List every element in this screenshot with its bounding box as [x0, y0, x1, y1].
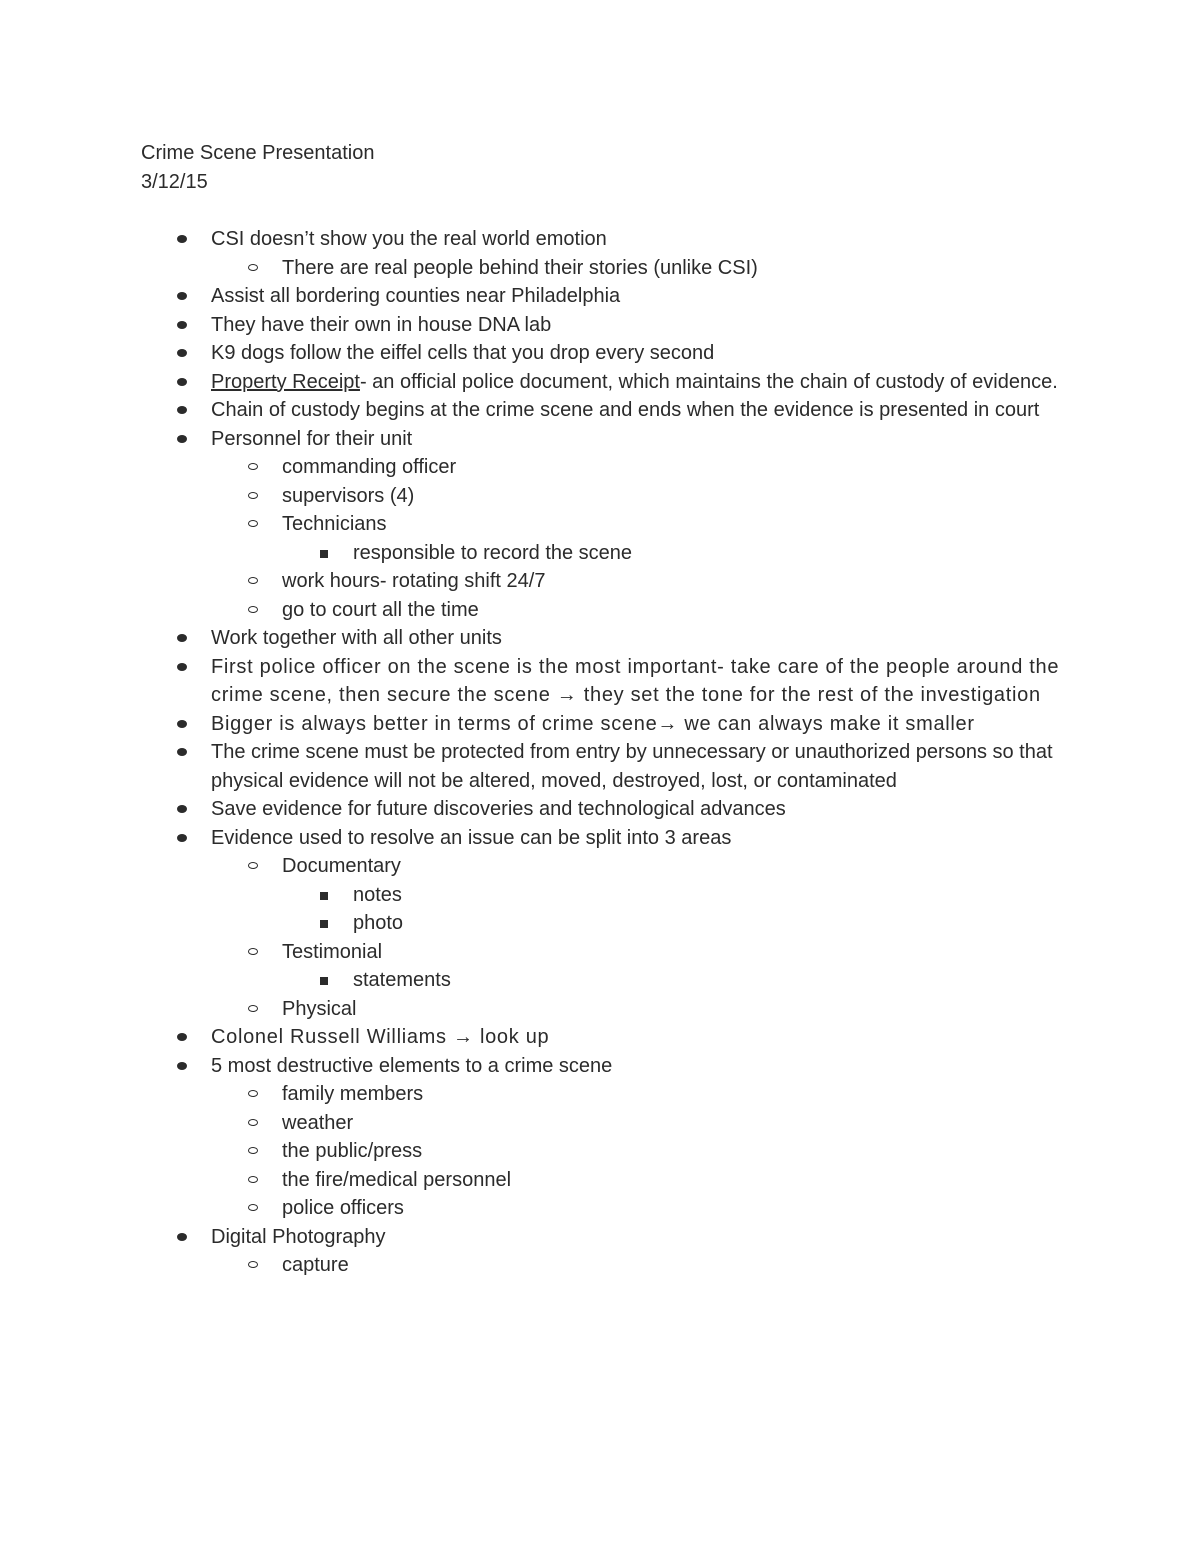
bullet-icon — [177, 1233, 187, 1241]
square-bullet-icon — [320, 550, 328, 558]
list-item: commanding officer — [141, 453, 1061, 482]
document-date: 3/12/15 — [141, 170, 208, 193]
list-item: photo — [141, 909, 1061, 938]
list-item: work hours- rotating shift 24/7 — [141, 567, 1061, 596]
list-item: Colonel Russell Williams → look up — [141, 1023, 1061, 1052]
document-title: Crime Scene Presentation — [141, 142, 375, 164]
bullet-icon — [177, 1033, 187, 1041]
list-item: The crime scene must be protected from entry by unnecessary or unauthorized persons so that physical evidence will not be altered, moved, destroyed, lost, or contaminated — [141, 738, 1061, 795]
list-item: Digital Photography — [141, 1223, 1061, 1252]
list-item: Bigger is always better in terms of crime scene→ we can always make it smaller — [141, 710, 1061, 739]
hollow-bullet-icon — [248, 1090, 258, 1097]
notes-list — [141, 225, 1061, 1280]
square-bullet-icon — [320, 920, 328, 928]
bullet-icon — [177, 321, 187, 329]
list-item: Technicians — [141, 510, 1061, 539]
square-bullet-icon — [320, 892, 328, 900]
hollow-bullet-icon — [248, 1147, 258, 1154]
list-item: the fire/medical personnel — [141, 1166, 1061, 1195]
bullet-icon — [177, 406, 187, 414]
hollow-bullet-icon — [248, 1119, 258, 1126]
list-item: They have their own in house DNA lab — [141, 311, 1061, 340]
list-item: go to court all the time — [141, 596, 1061, 625]
hollow-bullet-icon — [248, 520, 258, 527]
hollow-bullet-icon — [248, 862, 258, 869]
list-item: K9 dogs follow the eiffel cells that you drop every second — [141, 339, 1061, 368]
bullet-icon — [177, 748, 187, 756]
hollow-bullet-icon — [248, 577, 258, 584]
list-item: CSI doesn’t show you the real world emotion — [141, 225, 1061, 254]
hollow-bullet-icon — [248, 1176, 258, 1183]
bullet-icon — [177, 1062, 187, 1070]
hollow-bullet-icon — [248, 463, 258, 470]
list-item: Chain of custody begins at the crime scene and ends when the evidence is presented in court — [141, 396, 1061, 425]
hollow-bullet-icon — [248, 492, 258, 499]
bullet-icon — [177, 663, 187, 671]
list-item: weather — [141, 1109, 1061, 1138]
hollow-bullet-icon — [248, 1005, 258, 1012]
list-item: capture — [141, 1251, 1061, 1280]
list-item: Documentary — [141, 852, 1061, 881]
list-item: First police officer on the scene is the most important- take care of the people around the crime scene, then secure the scene → they set the tone for the rest of the investigation — [141, 653, 1061, 710]
hollow-bullet-icon — [248, 948, 258, 955]
bullet-icon — [177, 720, 187, 728]
bullet-icon — [177, 805, 187, 813]
list-item: Evidence used to resolve an issue can be split into 3 areas — [141, 824, 1061, 853]
list-item: 5 most destructive elements to a crime scene — [141, 1052, 1061, 1081]
bullet-icon — [177, 235, 187, 243]
bullet-icon — [177, 378, 187, 386]
list-item: Physical — [141, 995, 1061, 1024]
document-body — [141, 139, 1061, 1280]
list-item: responsible to record the scene — [141, 539, 1061, 568]
hollow-bullet-icon — [248, 606, 258, 613]
list-item: Testimonial — [141, 938, 1061, 967]
list-item: Property Receipt- an official police document, which maintains the chain of custody of evidence. — [141, 368, 1061, 397]
list-item: Assist all bordering counties near Philadelphia — [141, 282, 1061, 311]
bullet-icon — [177, 634, 187, 642]
list-item: notes — [141, 881, 1061, 910]
list-item: Work together with all other units — [141, 624, 1061, 653]
bullet-icon — [177, 292, 187, 300]
bullet-icon — [177, 834, 187, 842]
list-item: Save evidence for future discoveries and technological advances — [141, 795, 1061, 824]
list-item: statements — [141, 966, 1061, 995]
list-item: police officers — [141, 1194, 1061, 1223]
bullet-icon — [177, 435, 187, 443]
property-receipt-term: Property Receipt — [211, 370, 360, 393]
square-bullet-icon — [320, 977, 328, 985]
list-item: There are real people behind their stories (unlike CSI) — [141, 254, 1061, 283]
bullet-icon — [177, 349, 187, 357]
list-item: the public/press — [141, 1137, 1061, 1166]
hollow-bullet-icon — [248, 264, 258, 271]
hollow-bullet-icon — [248, 1204, 258, 1211]
list-item: supervisors (4) — [141, 482, 1061, 511]
hollow-bullet-icon — [248, 1261, 258, 1268]
list-item: Personnel for their unit — [141, 425, 1061, 454]
list-item: family members — [141, 1080, 1061, 1109]
